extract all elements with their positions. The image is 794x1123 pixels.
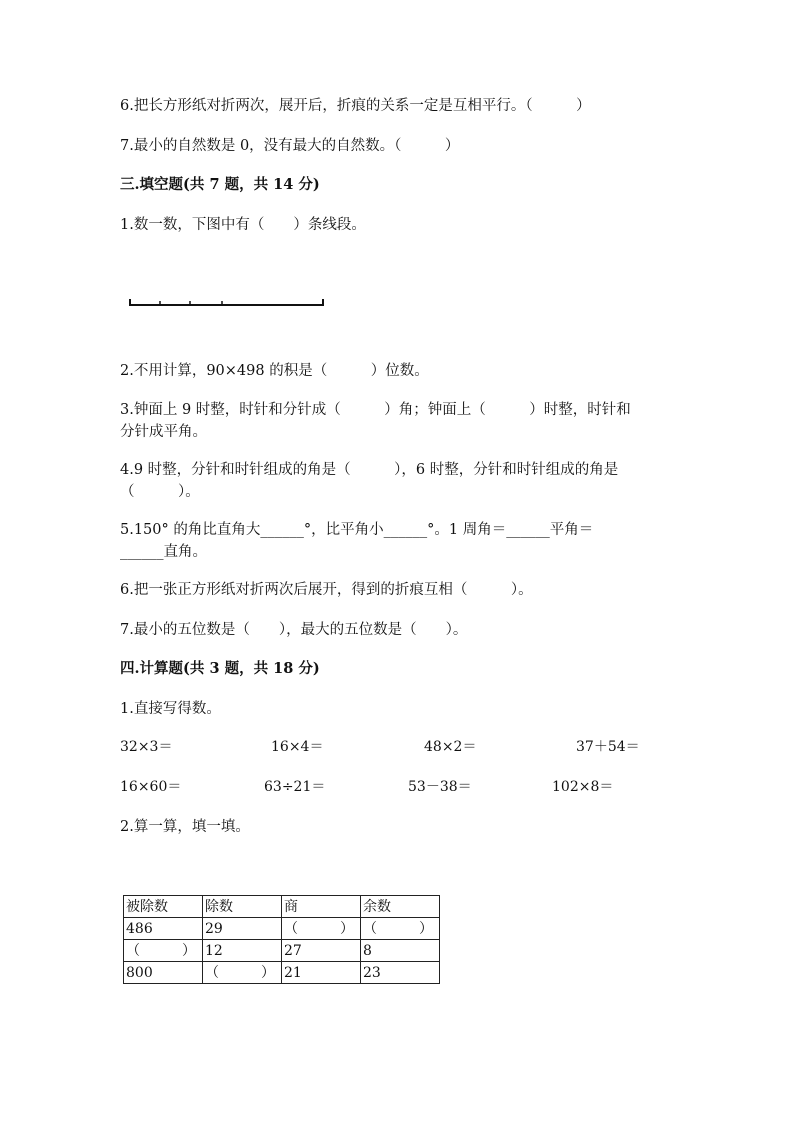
calc-question-1: 1.直接写得数。 (120, 701, 221, 717)
division-table (123, 895, 440, 984)
judgement-item-6: 6.把长方形纸对折两次，展开后，折痕的关系一定是互相平行。（ ） (120, 98, 591, 114)
calc-item: 32×3＝ (120, 739, 173, 755)
table-header: 被除数 (124, 896, 203, 918)
table-cell: （ ） (282, 918, 361, 940)
table-cell: （ ） (124, 940, 203, 962)
calc-item: 37＋54＝ (576, 739, 640, 755)
fill-question-6: 6.把一张正方形纸对折两次后展开，得到的折痕互相（ ）。 (120, 582, 533, 598)
table-cell: 27 (282, 940, 361, 962)
fill-question-5-line2: ______直角。 (120, 544, 207, 560)
table-header: 商 (282, 896, 361, 918)
fill-question-4-line1: 4.9 时整，分针和时针组成的角是（ ），6 时整，分针和时针组成的角是 (120, 462, 619, 478)
fill-question-3-line2: 分针成平角。 (120, 424, 207, 440)
table-header-row (124, 896, 440, 918)
table-row (124, 918, 440, 940)
calc-item: 16×4＝ (271, 739, 324, 755)
fill-question-4-line2: （ ）。 (120, 484, 200, 500)
calc-item: 53－38＝ (408, 779, 472, 795)
calc-item: 16×60＝ (120, 779, 182, 795)
table-cell: 23 (361, 962, 440, 984)
table-row (124, 962, 440, 984)
line-segment-figure (120, 295, 330, 311)
calc-item: 48×2＝ (424, 739, 477, 755)
table-cell: 8 (361, 940, 440, 962)
table-cell: 29 (203, 918, 282, 940)
table-cell: 486 (124, 918, 203, 940)
fill-question-1: 1.数一数，下图中有（ ）条线段。 (120, 217, 366, 233)
calc-question-2: 2.算一算，填一填。 (120, 819, 250, 835)
fill-question-2: 2.不用计算，90×498 的积是（ ）位数。 (120, 363, 429, 379)
fill-section-heading: 三.填空题(共 7 题，共 14 分) (120, 176, 320, 193)
fill-question-7: 7.最小的五位数是（ ），最大的五位数是（ ）。 (120, 622, 468, 638)
table-cell: 800 (124, 962, 203, 984)
table-row (124, 940, 440, 962)
table-cell: （ ） (361, 918, 440, 940)
calc-section-heading: 四.计算题(共 3 题，共 18 分) (120, 660, 320, 677)
table-header: 余数 (361, 896, 440, 918)
judgement-item-7: 7.最小的自然数是 0，没有最大的自然数。（ ） (120, 138, 460, 154)
fill-question-3-line1: 3.钟面上 9 时整，时针和分针成（ ）角；钟面上（ ）时整，时针和 (120, 402, 631, 418)
table-cell: 12 (203, 940, 282, 962)
table-cell: （ ） (203, 962, 282, 984)
fill-question-5-line1: 5.150° 的角比直角大______°，比平角小______°。1 周角＝______平角＝ (120, 522, 594, 538)
table-header: 除数 (203, 896, 282, 918)
calc-item: 102×8＝ (552, 779, 614, 795)
calc-item: 63÷21＝ (264, 779, 326, 795)
table-cell: 21 (282, 962, 361, 984)
